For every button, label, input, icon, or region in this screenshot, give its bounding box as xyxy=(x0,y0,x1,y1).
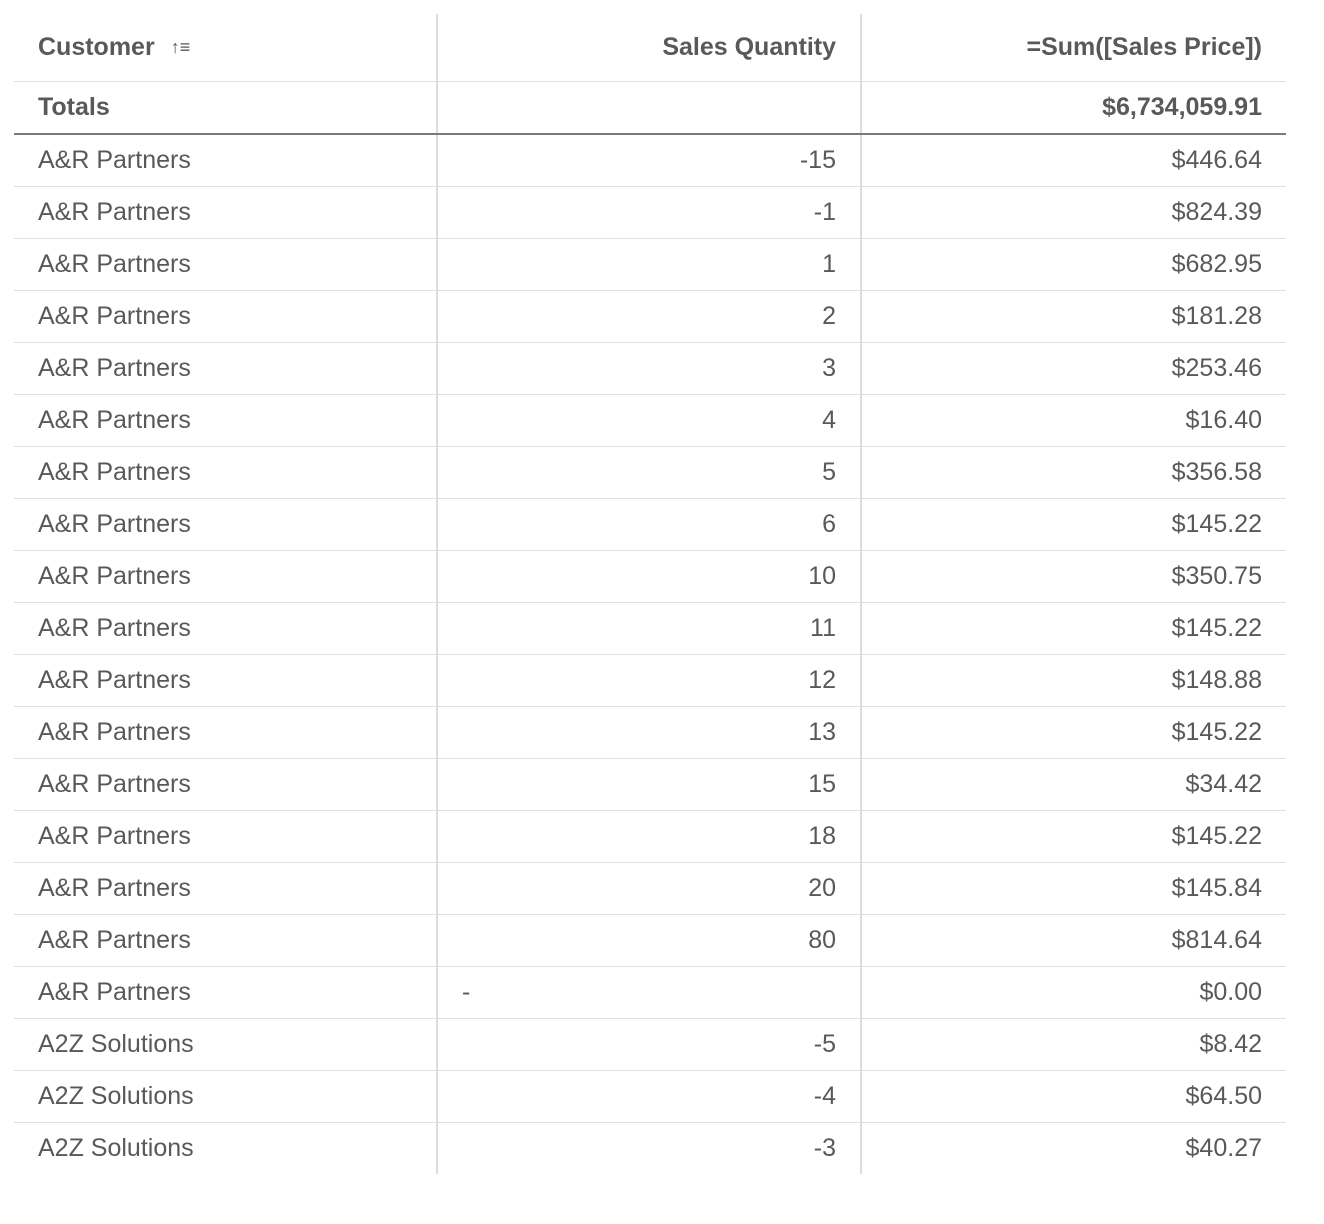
cell-sales-price[interactable]: $145.84 xyxy=(861,863,1286,915)
cell-customer[interactable]: A&R Partners xyxy=(14,395,437,447)
cell-sales-price[interactable]: $40.27 xyxy=(861,1123,1286,1175)
column-header-label[interactable]: =Sum([Sales Price]) xyxy=(1026,33,1262,61)
cell-sales-price[interactable]: $64.50 xyxy=(861,1071,1286,1123)
cell-customer[interactable]: A&R Partners xyxy=(14,811,437,863)
cell-customer[interactable]: A&R Partners xyxy=(14,239,437,291)
cell-sales-price[interactable]: $145.22 xyxy=(861,499,1286,551)
cell-sales-quantity[interactable]: -5 xyxy=(437,1019,861,1071)
cell-sales-price[interactable]: $34.42 xyxy=(861,759,1286,811)
table-row[interactable] xyxy=(14,1123,1286,1175)
table-row[interactable] xyxy=(14,707,1286,759)
column-header-sales-price[interactable] xyxy=(861,14,1286,82)
cell-sales-price[interactable]: $682.95 xyxy=(861,239,1286,291)
table-row[interactable] xyxy=(14,499,1286,551)
column-header-label[interactable]: Customer xyxy=(38,33,155,61)
cell-sales-quantity[interactable]: 18 xyxy=(437,811,861,863)
cell-sales-quantity[interactable]: -1 xyxy=(437,187,861,239)
cell-sales-price[interactable]: $8.42 xyxy=(861,1019,1286,1071)
cell-sales-quantity[interactable]: 5 xyxy=(437,447,861,499)
cell-customer[interactable]: A2Z Solutions xyxy=(38,1134,194,1162)
column-header-sales-quantity[interactable] xyxy=(437,14,861,82)
table-row[interactable] xyxy=(14,187,1286,239)
cell-customer[interactable]: A&R Partners xyxy=(14,551,437,603)
table-row[interactable] xyxy=(14,655,1286,707)
table-row[interactable] xyxy=(14,239,1286,291)
cell-sales-quantity[interactable]: 4 xyxy=(437,395,861,447)
cell-sales-price[interactable]: $350.75 xyxy=(861,551,1286,603)
cell-sales-quantity[interactable]: 2 xyxy=(437,291,861,343)
totals-label: Totals xyxy=(14,82,437,135)
cell-sales-price[interactable]: $446.64 xyxy=(861,134,1286,187)
cell-customer[interactable]: A&R Partners xyxy=(14,707,437,759)
cell-sales-quantity[interactable]: 6 xyxy=(437,499,861,551)
cell-sales-price[interactable]: $16.40 xyxy=(861,395,1286,447)
table-row[interactable] xyxy=(14,1019,1286,1071)
table-row[interactable] xyxy=(14,967,1286,1019)
header-row xyxy=(14,14,1286,82)
data-table-container xyxy=(14,14,1286,1174)
cell-customer[interactable]: A&R Partners xyxy=(14,915,437,967)
totals-quantity xyxy=(437,82,861,135)
cell-customer[interactable]: A&R Partners xyxy=(14,134,437,187)
cell-customer[interactable]: A&R Partners xyxy=(14,343,437,395)
cell-sales-price[interactable]: $356.58 xyxy=(861,447,1286,499)
sort-ascending-icon[interactable]: ↑≡ xyxy=(170,37,191,57)
table-row[interactable] xyxy=(14,811,1286,863)
cell-customer[interactable]: A&R Partners xyxy=(14,447,437,499)
cell-customer[interactable]: A&R Partners xyxy=(14,759,437,811)
cell-customer[interactable]: A&R Partners xyxy=(14,655,437,707)
table-row[interactable] xyxy=(14,603,1286,655)
cell-sales-price[interactable]: $824.39 xyxy=(861,187,1286,239)
cell-sales-price[interactable]: $148.88 xyxy=(861,655,1286,707)
totals-price: $6,734,059.91 xyxy=(861,82,1286,135)
cell-sales-quantity[interactable]: - xyxy=(437,967,861,1019)
cell-sales-quantity[interactable]: 15 xyxy=(437,759,861,811)
cell-customer[interactable]: A&R Partners xyxy=(14,967,437,1019)
table-row[interactable] xyxy=(14,343,1286,395)
cell-sales-quantity[interactable]: 1 xyxy=(437,239,861,291)
cell-customer[interactable]: A&R Partners xyxy=(14,603,437,655)
column-header-customer[interactable] xyxy=(14,14,437,82)
table-row[interactable] xyxy=(14,1071,1286,1123)
cell-customer[interactable]: A2Z Solutions xyxy=(14,1071,437,1123)
table-row[interactable] xyxy=(14,551,1286,603)
cell-sales-quantity[interactable]: 11 xyxy=(437,603,861,655)
table-row[interactable] xyxy=(14,134,1286,187)
cell-sales-quantity[interactable]: 20 xyxy=(437,863,861,915)
table-row[interactable] xyxy=(14,863,1286,915)
cell-sales-price[interactable]: $145.22 xyxy=(861,811,1286,863)
cell-sales-quantity[interactable]: 10 xyxy=(437,551,861,603)
table-row[interactable] xyxy=(14,447,1286,499)
table-row[interactable] xyxy=(14,915,1286,967)
cell-sales-quantity[interactable]: 80 xyxy=(437,915,861,967)
cell-sales-quantity[interactable]: -3 xyxy=(437,1123,861,1175)
cell-sales-quantity[interactable]: -15 xyxy=(437,134,861,187)
cell-sales-quantity[interactable]: -4 xyxy=(437,1071,861,1123)
cell-sales-quantity[interactable]: 3 xyxy=(437,343,861,395)
cell-sales-price[interactable]: $814.64 xyxy=(861,915,1286,967)
cell-sales-quantity[interactable]: 13 xyxy=(437,707,861,759)
cell-customer[interactable]: A&R Partners xyxy=(14,187,437,239)
cell-sales-price[interactable]: $0.00 xyxy=(861,967,1286,1019)
cell-customer[interactable]: A&R Partners xyxy=(14,499,437,551)
cell-sales-quantity[interactable]: 12 xyxy=(437,655,861,707)
cell-sales-price[interactable]: $253.46 xyxy=(861,343,1286,395)
cell-sales-price[interactable]: $145.22 xyxy=(861,603,1286,655)
totals-row xyxy=(14,82,1286,135)
data-table xyxy=(14,14,1286,1174)
table-row[interactable] xyxy=(14,291,1286,343)
table-row[interactable] xyxy=(14,759,1286,811)
cell-sales-price[interactable]: $181.28 xyxy=(861,291,1286,343)
cell-sales-price[interactable]: $145.22 xyxy=(861,707,1286,759)
cell-customer[interactable]: A2Z Solutions xyxy=(14,1019,437,1071)
column-header-label[interactable]: Sales Quantity xyxy=(662,33,836,61)
cell-customer[interactable]: A&R Partners xyxy=(14,863,437,915)
cell-customer[interactable]: A&R Partners xyxy=(14,291,437,343)
table-row[interactable] xyxy=(14,395,1286,447)
